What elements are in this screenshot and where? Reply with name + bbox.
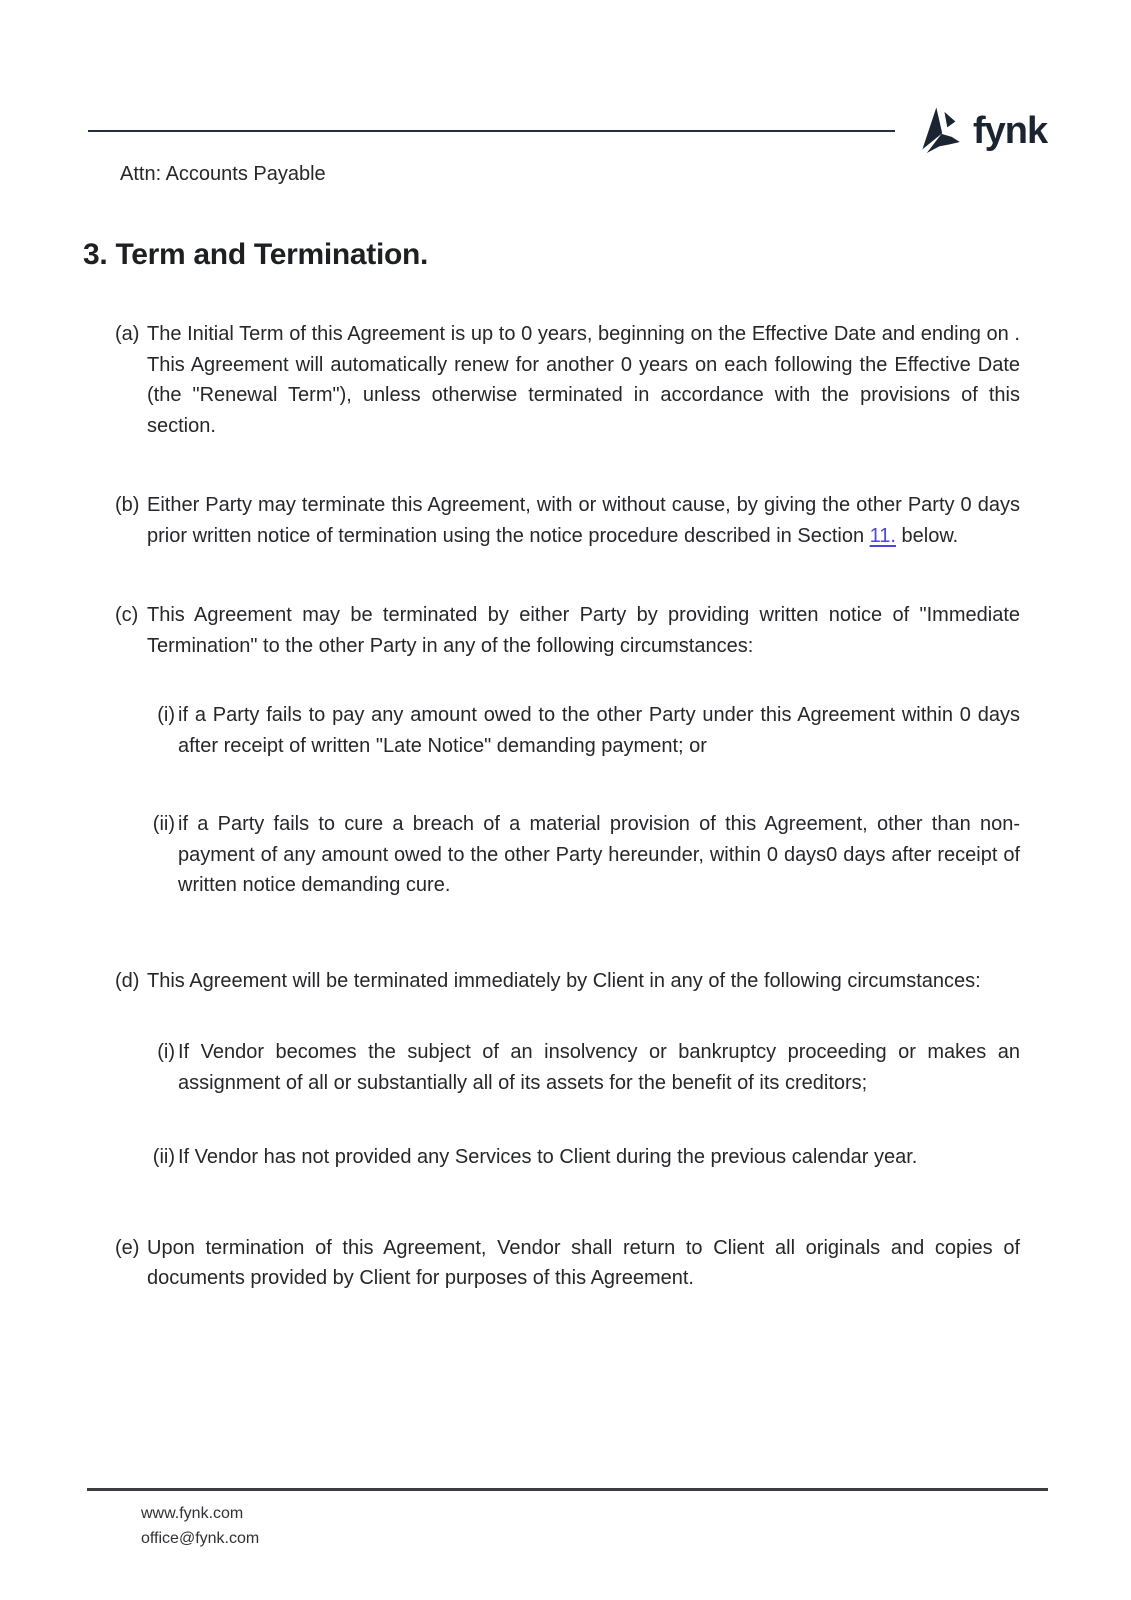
clause-d-text: This Agreement will be terminated immediately by Client in any of the following circumstances: — [147, 969, 981, 992]
clause-c-i-text: if a Party fails to pay any amount owed to the other Party under this Agreement within 0 days after receipt of written "Late Notice" demanding payment; or — [178, 704, 1020, 757]
clause-d-ii — [115, 1142, 1020, 1173]
header-divider — [88, 130, 895, 132]
footer-divider — [87, 1488, 1048, 1491]
clause-e-text: Upon termination of this Agreement, Vendor shall return to Client all originals and copies of documents provided by Client for purposes of this Agreement. — [147, 1236, 1020, 1289]
clause-b-label: (b) — [115, 494, 140, 516]
section-heading: 3. Term and Termination. — [83, 238, 429, 271]
footer-email: office@fynk.com — [141, 1530, 260, 1547]
clause-c-ii — [115, 809, 1020, 901]
clause-d — [115, 966, 1020, 997]
clause-c-label: (c) — [115, 604, 139, 626]
page-header — [88, 103, 1048, 159]
clause-c-text: This Agreement may be terminated by either Party by providing written notice of "Immediate Termination" to the other Party in any of the following circumstances: — [147, 604, 1020, 657]
clause-d-label: (d) — [115, 969, 140, 992]
clause-b-text: Either Party may terminate this Agreement, with or without cause, by giving the other Party 0 days prior written notice of termination using the notice procedure described in Section — [147, 494, 1020, 547]
clause-c — [115, 600, 1020, 661]
fynk-logo — [918, 103, 1047, 159]
clause-c-ii-label: (ii) — [152, 813, 175, 835]
clause-d-i-text: If Vendor becomes the subject of an insolvency or bankruptcy proceeding or makes an assignment of all or substantially all of its assets for the benefit of its creditors; — [178, 1041, 1020, 1094]
footer-website: www.fynk.com — [141, 1505, 244, 1522]
logo-wordmark: fynk — [973, 110, 1048, 152]
clause-e — [115, 1233, 1020, 1294]
clause-d-i-label: (i) — [157, 1041, 175, 1063]
clause-c-ii-text: if a Party fails to cure a breach of a material provision of this Agreement, other than non-payment of any amount owed to the other Party hereunder, within 0 days0 days after receipt of written notice demanding cure. — [178, 813, 1020, 896]
clause-a-text: The Initial Term of this Agreement is up to 0 years, beginning on the Effective Date and ending on . This Agreement will automatically renew for another 0 years on each following the Effective Date (the "Renewal Term"), unless otherwise terminated in accordance with the provisions of this section. — [147, 323, 1020, 437]
section-11-link[interactable]: 11. — [869, 524, 896, 547]
clause-a-label: (a) — [115, 323, 140, 345]
clause-d-ii-text: If Vendor has not provided any Services to Client during the previous calendar year. — [178, 1146, 918, 1168]
clause-e-label: (e) — [115, 1236, 140, 1259]
clause-a — [115, 319, 1020, 441]
clause-d-ii-label: (ii) — [152, 1146, 175, 1168]
page-footer — [141, 1501, 259, 1551]
clause-b — [115, 490, 1020, 551]
origami-crane-icon — [918, 106, 962, 156]
clause-b-text-after: below. — [895, 524, 959, 547]
clause-c-i — [115, 700, 1020, 761]
clause-c-i-label: (i) — [157, 704, 175, 726]
clause-d-i — [115, 1037, 1020, 1098]
attn-line: Attn: Accounts Payable — [120, 163, 326, 185]
clause-list — [115, 319, 1020, 1294]
